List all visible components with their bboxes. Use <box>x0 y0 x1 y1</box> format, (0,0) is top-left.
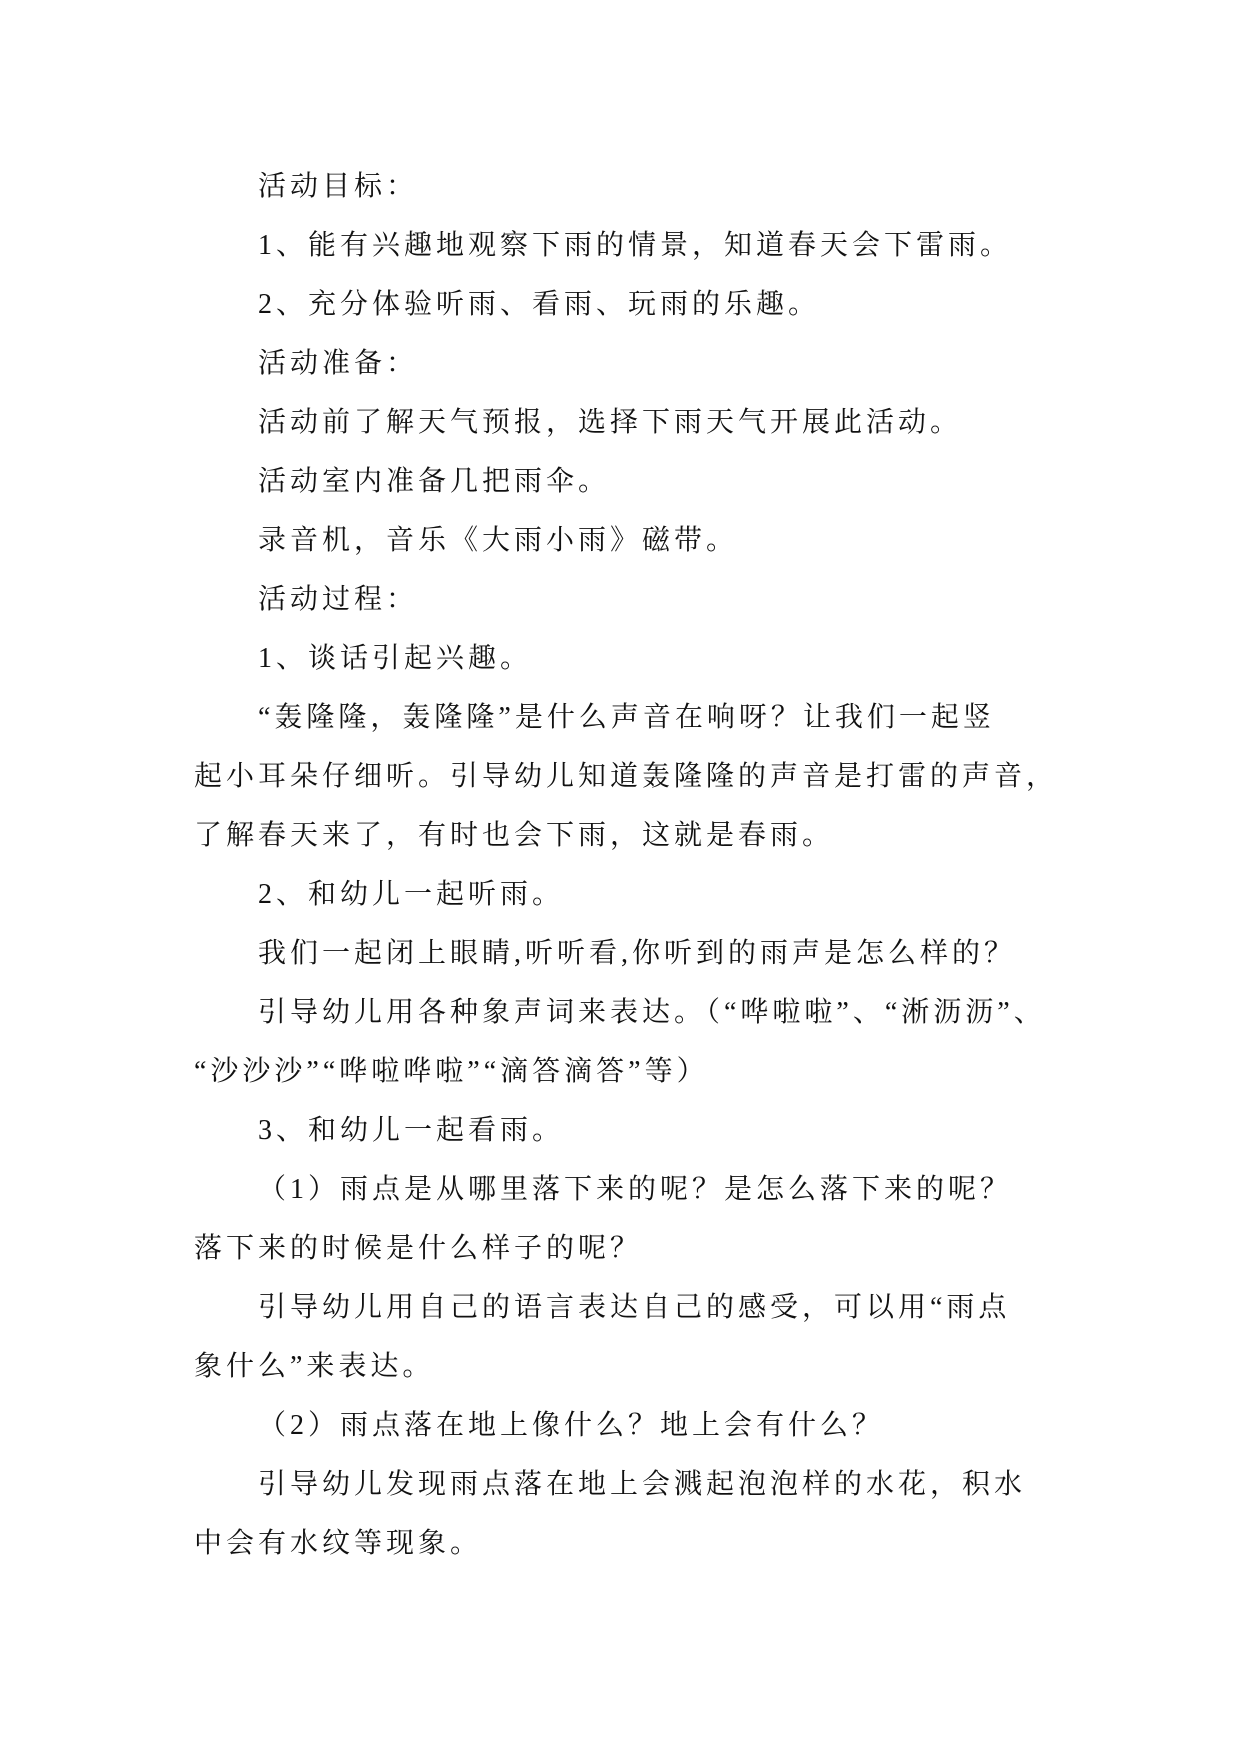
step-paragraph <box>194 1160 1204 1278</box>
paragraph-line: 我们一起闭上眼睛,听听看,你听到的雨声是怎么样的？ <box>258 938 1017 969</box>
paragraph-line: 引导幼儿发现雨点落在地上会溅起泡泡样的水花，积水 <box>258 1469 1027 1500</box>
step-title: 2、和幼儿一起听雨。 <box>258 879 565 910</box>
step-paragraph <box>194 983 1204 1101</box>
goal-item: 1、能有兴趣地观察下雨的情景，知道春天会下雷雨。 <box>258 230 1013 261</box>
paragraph-line: 起小耳朵仔细听。引导幼儿知道轰隆隆的声音是打雷的声音， <box>194 761 1059 792</box>
step-paragraph <box>194 1278 1204 1396</box>
paragraph-line: 了解春天来了，有时也会下雨，这就是春雨。 <box>194 820 835 851</box>
goals-heading: 活动目标： <box>258 171 419 202</box>
step-paragraph <box>194 1455 1204 1573</box>
preparation-heading: 活动准备： <box>258 348 419 379</box>
paragraph-line: 落下来的时候是什么样子的呢？ <box>194 1233 643 1264</box>
paragraph-line: “沙沙沙”“哗啦哗啦”“滴答滴答”等） <box>194 1056 709 1087</box>
step-paragraph <box>194 1396 1204 1455</box>
preparation-item: 活动室内准备几把雨伞。 <box>258 466 611 497</box>
goal-item: 2、充分体验听雨、看雨、玩雨的乐趣。 <box>258 289 821 320</box>
process-heading: 活动过程： <box>258 584 419 615</box>
step-paragraph <box>194 924 1204 983</box>
paragraph-line: 引导幼儿用自己的语言表达自己的感受，可以用“雨点 <box>258 1292 1011 1323</box>
preparation-item: 活动前了解天气预报，选择下雨天气开展此活动。 <box>258 407 963 438</box>
paragraph-line: “轰隆隆，轰隆隆”是什么声音在响呀？让我们一起竖 <box>258 702 995 733</box>
step-title: 1、谈话引起兴趣。 <box>258 643 533 674</box>
paragraph-line: （2）雨点落在地上像什么？地上会有什么？ <box>258 1410 885 1441</box>
paragraph-line: 象什么”来表达。 <box>194 1351 435 1382</box>
paragraph-line: （1）雨点是从哪里落下来的呢？是怎么落下来的呢？ <box>258 1174 1013 1205</box>
document-body <box>194 157 1204 1573</box>
preparation-item: 录音机，音乐《大雨小雨》磁带。 <box>258 525 739 556</box>
paragraph-line: 中会有水纹等现象。 <box>194 1528 483 1559</box>
paragraph-line: 引导幼儿用各种象声词来表达。（“哗啦啦”、“淅沥沥”、 <box>258 997 1046 1028</box>
step-paragraph <box>194 688 1204 865</box>
step-title: 3、和幼儿一起看雨。 <box>258 1115 565 1146</box>
